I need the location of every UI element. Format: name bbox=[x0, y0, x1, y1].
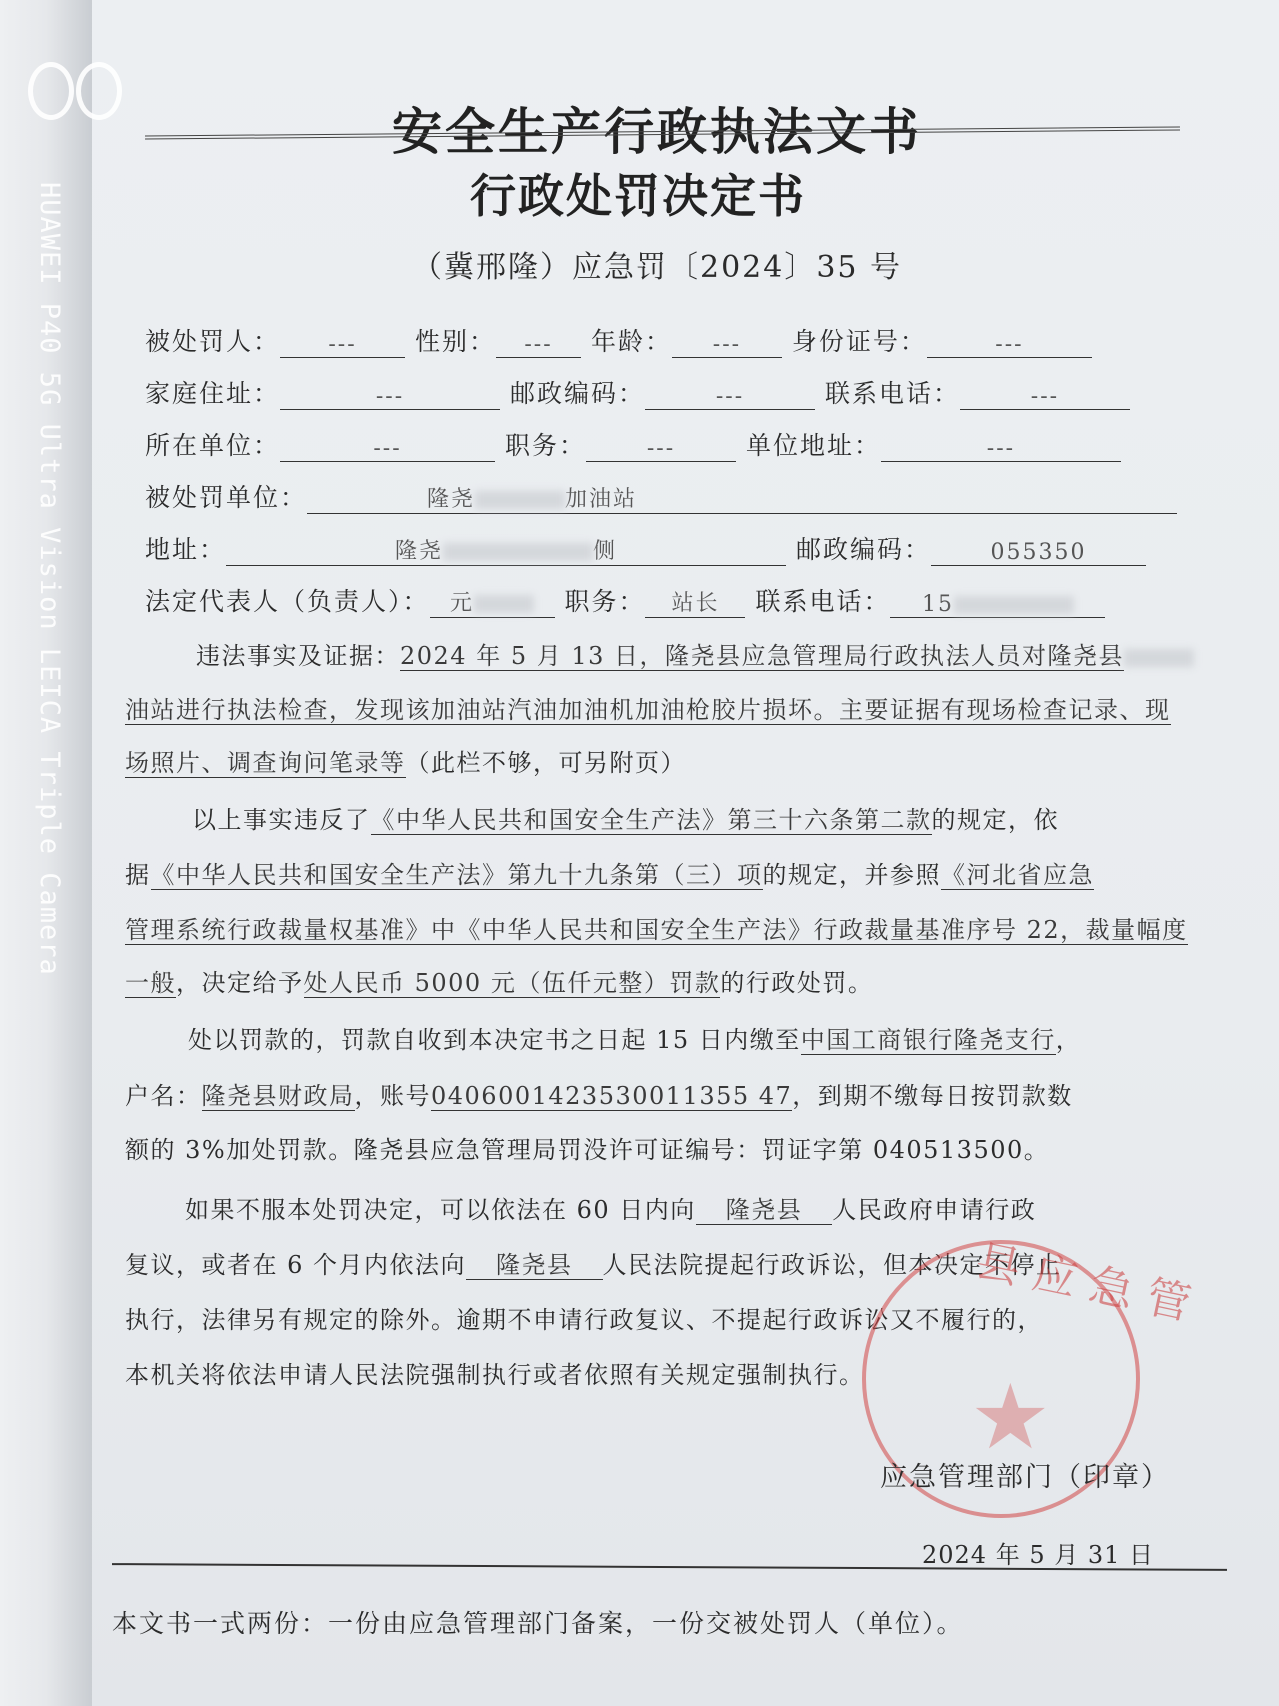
redaction-blur bbox=[1124, 649, 1194, 667]
row-individual-basic bbox=[145, 322, 1092, 358]
row-entity-name bbox=[145, 478, 1177, 514]
employer-value: --- bbox=[280, 436, 495, 462]
id-label: 身份证号： bbox=[791, 327, 927, 356]
phone-value: --- bbox=[960, 384, 1130, 410]
gender-value: --- bbox=[496, 332, 581, 358]
name-value: --- bbox=[280, 332, 405, 358]
entity-postcode-label: 邮政编码： bbox=[795, 535, 931, 564]
seal-text: 县应急管 bbox=[971, 1235, 1209, 1334]
appeal-text: 如果不服本处罚决定，可以依法在 60 日内向 bbox=[185, 1196, 696, 1224]
payment-line-3 bbox=[125, 1130, 1205, 1165]
footer-note: 本文书一式两份：一份由应急管理部门备案，一份交被处罚人（单位）。 bbox=[112, 1609, 964, 1638]
issuing-authority: 应急管理部门（印章） bbox=[880, 1462, 1170, 1493]
payment-text: ， bbox=[1055, 1026, 1082, 1054]
decision-text: 以上事实违反了 bbox=[192, 806, 371, 834]
legal-rep-value-text: 元 bbox=[450, 591, 475, 616]
home-address-value: --- bbox=[280, 384, 500, 410]
payment-text: 户名： bbox=[125, 1082, 202, 1110]
phone-label: 联系电话： bbox=[824, 379, 960, 408]
camera-logo-icon bbox=[28, 62, 122, 120]
decision-text: 的规定，并参照 bbox=[762, 861, 941, 889]
penalty-amount: 处人民币 5000 元（伍仟元整）罚款 bbox=[303, 969, 721, 997]
row-entity-address bbox=[145, 530, 1146, 566]
age-value: --- bbox=[672, 332, 782, 358]
entity-value-start: 隆尧 bbox=[427, 487, 476, 512]
row-individual-employer bbox=[145, 426, 1121, 462]
employer-label: 所在单位： bbox=[145, 431, 281, 460]
rep-position-label: 职务： bbox=[564, 587, 646, 616]
rep-position-value: 站长 bbox=[645, 586, 745, 618]
appeal-text: 人民法院提起行政诉讼，但本决定不停止 bbox=[602, 1251, 1062, 1279]
decision-text: 据 bbox=[125, 861, 151, 889]
camera-watermark-text: HUAWEI P40 5G Ultra Vision LEICA Triple Camera bbox=[34, 182, 65, 976]
entity-value-end: 加油站 bbox=[565, 487, 638, 512]
entity-address-label: 地址： bbox=[145, 535, 227, 564]
rep-phone-value bbox=[890, 592, 1105, 618]
employer-address-label: 单位地址： bbox=[745, 431, 881, 460]
rep-phone-label: 联系电话： bbox=[755, 587, 891, 616]
redaction-blur bbox=[443, 543, 593, 561]
entity-label: 被处罚单位： bbox=[145, 483, 308, 512]
camera-watermark bbox=[28, 62, 122, 976]
appeal-text: 执行，法律另有规定的除外。逾期不申请行政复议、不提起行政诉讼又不履行的， bbox=[125, 1306, 1043, 1334]
entity-address-start: 隆尧 bbox=[395, 539, 444, 564]
issue-date: 2024 年 5 月 31 日 bbox=[922, 1541, 1155, 1569]
rep-phone-value-text: 15 bbox=[921, 592, 954, 617]
entity-postcode-value: 055350 bbox=[931, 540, 1146, 566]
account-number: 0406001423530011355 47 bbox=[431, 1082, 793, 1110]
row-legal-rep bbox=[145, 582, 1105, 618]
facts-line-1 bbox=[196, 636, 1276, 671]
facts-line-3 bbox=[125, 743, 1205, 778]
id-value: --- bbox=[927, 332, 1092, 358]
account-name: 隆尧县财政局 bbox=[201, 1082, 355, 1110]
litigation-court: 隆尧县 bbox=[466, 1251, 603, 1280]
legal-rep-label: 法定代表人（负责人）： bbox=[145, 587, 430, 616]
review-government: 隆尧县 bbox=[696, 1196, 833, 1225]
appeal-text: 本机关将依法申请人民法院强制执行或者依照有关规定强制执行。 bbox=[125, 1361, 865, 1389]
decision-line-3 bbox=[125, 910, 1205, 945]
decision-text: ，决定给予 bbox=[176, 969, 304, 997]
payment-text: ，到期不缴每日按罚款数 bbox=[792, 1082, 1073, 1110]
appeal-line-1 bbox=[185, 1190, 1265, 1225]
discretion-reference: 《河北省应急 bbox=[941, 861, 1094, 889]
discretion-reference-cont: 管理系统行政裁量权基准》中《中华人民共和国安全生产法》行政裁量基准序号 22，裁量幅度 bbox=[125, 916, 1188, 944]
violated-law: 《中华人民共和国安全生产法》第三十六条第二款 bbox=[370, 806, 932, 834]
payment-text: 处以罚款的，罚款自收到本决定书之日起 15 日内缴至 bbox=[188, 1026, 801, 1054]
payment-line-2 bbox=[125, 1076, 1205, 1111]
payment-text: ，账号 bbox=[354, 1082, 431, 1110]
penalty-basis-law: 《中华人民共和国安全生产法》第九十九条第（三）项 bbox=[150, 861, 763, 889]
discretion-level: 一般 bbox=[125, 969, 176, 997]
gender-label: 性别： bbox=[414, 327, 496, 356]
payment-bank: 中国工商银行隆尧支行 bbox=[800, 1026, 1056, 1054]
legal-rep-value bbox=[430, 586, 555, 618]
document-category-title: 安全生产行政执法文书 bbox=[392, 102, 922, 161]
position-value: --- bbox=[586, 436, 736, 462]
facts-label: 违法事实及证据： bbox=[196, 642, 400, 670]
decision-line-2 bbox=[125, 855, 1205, 890]
document-title: 行政处罚决定书 bbox=[470, 169, 806, 223]
payment-line-1 bbox=[188, 1020, 1268, 1055]
name-label: 被处罚人： bbox=[145, 327, 281, 356]
facts-text-3: 场照片、调查询问笔录等 bbox=[125, 749, 406, 777]
entity-value bbox=[307, 482, 1177, 514]
employer-address-value: --- bbox=[881, 436, 1121, 462]
decision-text: 的行政处罚。 bbox=[720, 969, 874, 997]
payment-text: 额的 3%加处罚款。隆尧县应急管理局罚没许可证编号：罚证字第 040513500。 bbox=[125, 1136, 1050, 1164]
home-address-label: 家庭住址： bbox=[145, 379, 281, 408]
entity-address-value bbox=[226, 534, 786, 566]
position-label: 职务： bbox=[504, 431, 586, 460]
entity-address-end: 侧 bbox=[593, 539, 618, 564]
postcode-label: 邮政编码： bbox=[509, 379, 645, 408]
appeal-text: 人民政府申请行政 bbox=[832, 1196, 1037, 1224]
facts-line-2 bbox=[125, 690, 1205, 725]
appeal-text: 复议，或者在 6 个月内依法向 bbox=[125, 1251, 467, 1279]
facts-text-2: 油站进行执法检查，发现该加油站汽油加油机加油枪胶片损坏。主要证据有现场检查记录、现 bbox=[125, 696, 1171, 724]
facts-text-1: 2024 年 5 月 13 日，隆尧县应急管理局行政执法人员对隆尧县 bbox=[400, 642, 1125, 670]
document-number: （冀邢隆）应急罚〔2024〕35 号 bbox=[412, 250, 903, 285]
decision-line-1 bbox=[192, 800, 1272, 835]
redaction-blur bbox=[474, 595, 534, 613]
redaction-blur bbox=[954, 596, 1074, 614]
redaction-blur bbox=[475, 491, 565, 509]
age-label: 年龄： bbox=[590, 327, 672, 356]
seal-star-icon: ★ bbox=[970, 1365, 1051, 1470]
decision-line-4 bbox=[125, 963, 1205, 998]
decision-text: 的规定，依 bbox=[931, 806, 1059, 834]
postcode-value: --- bbox=[645, 384, 815, 410]
row-individual-contact bbox=[145, 374, 1130, 410]
facts-note: （此栏不够，可另附页） bbox=[405, 749, 686, 777]
